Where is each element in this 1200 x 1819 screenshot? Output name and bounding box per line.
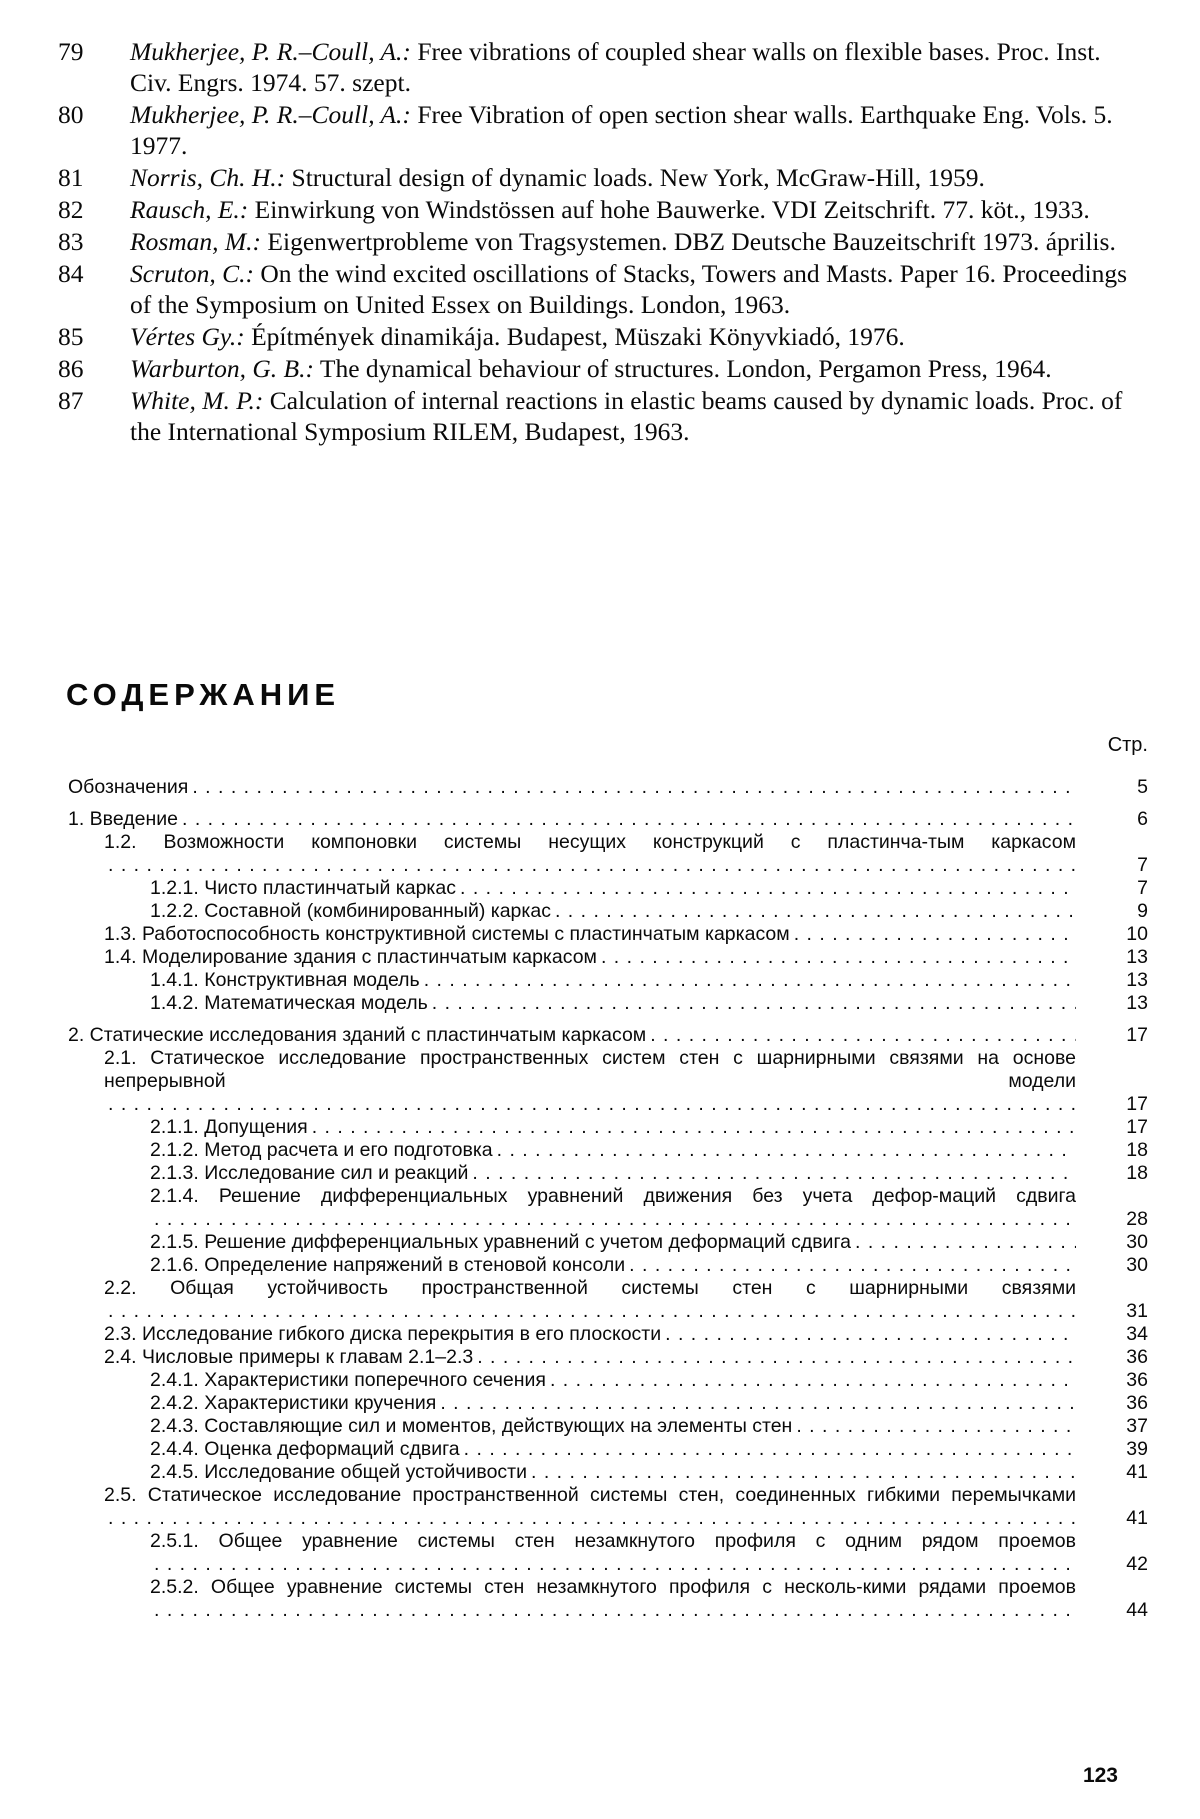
toc-entry-title [150, 1461, 1076, 1484]
toc-entry [68, 1162, 1148, 1185]
toc-entry-title-text: 1.4.1. Конструктивная модель [150, 969, 420, 991]
toc-entry-title [150, 1438, 1076, 1461]
toc-entry-page: 37 [1126, 1415, 1148, 1437]
toc-entry-title-text: 1.4.2. Математическая модель [150, 992, 428, 1014]
toc-entry-page: 44 [1126, 1599, 1148, 1621]
reference-number: 79 [58, 37, 84, 66]
toc-entry [68, 946, 1148, 969]
toc-entry [68, 1346, 1148, 1369]
toc-entry-title [150, 1254, 1076, 1277]
toc-entry-title-text: 1.2. Возможности компоновки системы несущих конструкций с пластинча-тым каркасом [104, 831, 1076, 853]
toc-entry-title-text: 2.4.4. Оценка деформаций сдвига [150, 1438, 460, 1460]
toc-entry-title-text: 2.4.1. Характеристики поперечного сечения [150, 1369, 546, 1391]
toc-entry-page: 18 [1126, 1139, 1148, 1161]
toc-entry-title [150, 969, 1076, 992]
toc-entry [68, 808, 1148, 831]
toc-entry-page: 36 [1126, 1392, 1148, 1414]
page-number: 123 [1082, 1764, 1118, 1787]
toc-entry-title-text: 2.4.3. Составляющие сил и моментов, действующих на элементы стен [150, 1415, 793, 1437]
toc-entry-title-text: 2.1.5. Решение дифференциальных уравнений с учетом деформаций сдвига [150, 1231, 851, 1253]
toc-entry-title-text: 1.3. Работоспособность конструктивной системы с пластинчатым каркасом [104, 923, 790, 945]
toc-entry-title-text: 2.2. Общая устойчивость пространственной системы стен с шарнирными связями [104, 1277, 1076, 1299]
reference-body [130, 385, 1148, 447]
toc-entry-page: 10 [1126, 923, 1148, 945]
toc-entry-page: 30 [1126, 1231, 1148, 1253]
toc-entry [68, 1231, 1148, 1254]
toc-entry-title [150, 900, 1076, 923]
toc-entry-title [104, 1277, 1076, 1323]
toc-entry-title-text: 2.1.4. Решение дифференциальных уравнений движения без учета дефор-маций сдвига [150, 1185, 1076, 1207]
toc-entry [68, 1277, 1148, 1323]
reference-number: 80 [58, 100, 84, 129]
reference-entry [58, 353, 1148, 384]
reference-author: Warburton, G. B.: [130, 354, 314, 383]
page-column-label: Стр. [1107, 734, 1148, 756]
toc-entry-page: 17 [1126, 1093, 1148, 1115]
toc-entry-title-text: 2.1.2. Метод расчета и его подготовка [150, 1139, 493, 1161]
toc-entry [68, 1484, 1148, 1530]
reference-author: Scruton, C.: [130, 259, 254, 288]
toc-entry-page: 42 [1126, 1553, 1148, 1575]
toc-entry-page: 7 [1137, 854, 1148, 876]
reference-author: Rosman, M.: [130, 227, 262, 256]
toc-entry-page: 41 [1126, 1507, 1148, 1529]
reference-body [130, 353, 1148, 384]
toc-entry [68, 776, 1148, 799]
toc-entry-title [104, 831, 1076, 877]
toc-entry-title-text: 2.4.5. Исследование общей устойчивости [150, 1461, 527, 1483]
reference-number: 82 [58, 195, 84, 224]
toc-entry-title [104, 1047, 1076, 1116]
toc-entry-title [104, 946, 1076, 969]
toc-entry-page: 36 [1126, 1346, 1148, 1368]
toc-entry-page: 5 [1137, 776, 1148, 798]
toc-entry [68, 1369, 1148, 1392]
reference-author: Norris, Ch. H.: [130, 163, 286, 192]
toc-entry-title [68, 776, 1076, 799]
reference-entry [58, 99, 1148, 161]
toc-entry-title-text: 2.3. Исследование гибкого диска перекрытия в его плоскости [104, 1323, 662, 1345]
toc-entry-page: 34 [1126, 1323, 1148, 1345]
toc-entry [68, 1024, 1148, 1047]
reference-body [130, 226, 1148, 257]
reference-text: Free vibrations of coupled shear walls on flexible bases. Proc. Inst. Civ. Engrs. 1974. 57. szept. [130, 37, 1101, 97]
toc-entry-title-text: Обозначения [68, 776, 189, 798]
toc-entry [68, 992, 1148, 1015]
toc-entry-title-text: 2.5. Статическое исследование пространственной системы стен, соединенных гибкими перемычками [104, 1484, 1076, 1506]
toc-entry-title [150, 1576, 1076, 1622]
toc-entry-title-text: 2.1.1. Допущения [150, 1116, 308, 1138]
reference-body [130, 321, 1148, 352]
reference-body [130, 99, 1148, 161]
toc-entry-title [68, 808, 1076, 831]
reference-author: Rausch, E.: [130, 195, 249, 224]
toc-entry [68, 1116, 1148, 1139]
reference-text: On the wind excited oscillations of Stacks, Towers and Masts. Paper 16. Proceedings of the Symposium on United Essex on Buildings. London, 1963. [130, 259, 1128, 319]
reference-entry [58, 36, 1148, 98]
reference-number: 85 [58, 322, 84, 351]
reference-text: Free Vibration of open section shear walls. Earthquake Eng. Vols. 5. 1977. [130, 100, 1113, 160]
toc-entry-title [150, 1185, 1076, 1231]
toc-entry-title-text: 2.1. Статическое исследование пространственных систем стен с шарнирными связями на основе непрерывной модели [104, 1047, 1076, 1092]
toc-entry-title [150, 992, 1076, 1015]
toc-entry-page: 30 [1126, 1254, 1148, 1276]
reference-entry [58, 194, 1148, 225]
reference-body [130, 194, 1148, 225]
toc-entry [68, 831, 1148, 877]
toc-entry-page: 17 [1126, 1024, 1148, 1046]
reference-number: 86 [58, 354, 84, 383]
toc-entry-page: 13 [1126, 946, 1148, 968]
toc-entry-title [150, 1369, 1076, 1392]
toc-entry-title [150, 1139, 1076, 1162]
reference-entry [58, 226, 1148, 257]
reference-text: Structural design of dynamic loads. New York, McGraw-Hill, 1959. [291, 163, 985, 192]
toc-entry-title-text: 1.2.2. Составной (комбинированный) каркас [150, 900, 551, 922]
toc-entry-title-text: 2. Статические исследования зданий с пластинчатым каркасом [68, 1024, 647, 1046]
toc-entry-title [104, 1484, 1076, 1530]
toc-entry [68, 1415, 1148, 1438]
reference-text: Eigenwertprobleme von Tragsystemen. DBZ Deutsche Bauzeitschrift 1973. április. [267, 227, 1116, 256]
toc-entry-title-text: 2.1.6. Определение напряжений в стеновой консоли [150, 1254, 626, 1276]
reference-number: 83 [58, 227, 84, 256]
toc-entry [68, 877, 1148, 900]
toc-entry-title [150, 877, 1076, 900]
toc-entry-page: 28 [1126, 1208, 1148, 1230]
toc-entry [68, 1576, 1148, 1622]
toc-entry [68, 1185, 1148, 1231]
reference-text: Einwirkung von Windstössen auf hohe Bauwerke. VDI Zeitschrift. 77. köt., 1933. [254, 195, 1090, 224]
reference-number: 81 [58, 163, 84, 192]
toc-entry-title-text: 2.1.3. Исследование сил и реакций [150, 1162, 469, 1184]
toc-entry [68, 1461, 1148, 1484]
toc-entry-page: 18 [1126, 1162, 1148, 1184]
toc-entry-title-text: 2.5.2. Общее уравнение системы стен незамкнутого профиля с несколь-кими рядами проемов [150, 1576, 1076, 1598]
toc-entry-title [150, 1415, 1076, 1438]
reference-body [130, 258, 1148, 320]
reference-text: Calculation of internal reactions in elastic beams caused by dynamic loads. Proc. of the International Symposium RILEM, Budapest, 1963. [130, 386, 1123, 446]
toc-entry-title-text: 1.4. Моделирование здания с пластинчатым каркасом [104, 946, 597, 968]
reference-author: Mukherjee, P. R.–Coull, A.: [130, 100, 411, 129]
toc-entry-page: 7 [1137, 877, 1148, 899]
reference-number: 87 [58, 386, 84, 415]
toc-entry-title [68, 1024, 1076, 1047]
toc-entry-page: 39 [1126, 1438, 1148, 1460]
toc-entry-title [150, 1392, 1076, 1415]
toc-entry-title [150, 1116, 1076, 1139]
toc-entry-title [104, 1323, 1076, 1346]
reference-text: Építmények dinamikája. Budapest, Müszaki Könyvkiadó, 1976. [251, 322, 905, 351]
toc-entry-title [150, 1162, 1076, 1185]
toc-entry-page: 36 [1126, 1369, 1148, 1391]
toc-entry-title [104, 923, 1076, 946]
toc-entry-title-text: 1.2.1. Чисто пластинчатый каркас [150, 877, 456, 899]
reference-entry [58, 385, 1148, 447]
toc-entry [68, 1438, 1148, 1461]
reference-body [130, 162, 1148, 193]
toc-entry-title-text: 1. Введение [68, 808, 178, 830]
toc-entry-page: 17 [1126, 1116, 1148, 1138]
toc-entry [68, 923, 1148, 946]
reference-body [130, 36, 1148, 98]
toc-entry-title-text: 2.5.1. Общее уравнение системы стен незамкнутого профиля с одним рядом проемов [150, 1530, 1076, 1552]
reference-entry [58, 258, 1148, 320]
toc-entry-title [150, 1231, 1076, 1254]
toc-entry-title [104, 1346, 1076, 1369]
toc-entry-page: 9 [1137, 900, 1148, 922]
contents-heading: СОДЕРЖАНИЕ [66, 677, 341, 712]
reference-entry [58, 321, 1148, 352]
toc-entry [68, 1139, 1148, 1162]
references-list [58, 36, 1148, 448]
toc-entry-page: 31 [1126, 1300, 1148, 1322]
reference-author: Vértes Gy.: [130, 322, 245, 351]
reference-author: White, M. P.: [130, 386, 264, 415]
toc-entry-page: 13 [1126, 992, 1148, 1014]
reference-text: The dynamical behaviour of structures. London, Pergamon Press, 1964. [319, 354, 1052, 383]
toc-entry-title [150, 1530, 1076, 1576]
reference-author: Mukherjee, P. R.–Coull, A.: [130, 37, 411, 66]
toc-entry [68, 1047, 1148, 1116]
toc-entry-title-text: 2.4.2. Характеристики кручения [150, 1392, 437, 1414]
toc-entry [68, 1530, 1148, 1576]
toc-entry-title-text: 2.4. Числовые примеры к главам 2.1–2.3 [104, 1346, 474, 1368]
reference-number: 84 [58, 259, 84, 288]
toc-entry [68, 969, 1148, 992]
table-of-contents [68, 776, 1148, 1622]
reference-entry [58, 162, 1148, 193]
toc-entry-page: 41 [1126, 1461, 1148, 1483]
toc-entry-page: 6 [1137, 808, 1148, 830]
toc-entry-page: 13 [1126, 969, 1148, 991]
toc-entry [68, 1323, 1148, 1346]
toc-entry [68, 900, 1148, 923]
toc-entry [68, 1254, 1148, 1277]
toc-entry [68, 1392, 1148, 1415]
